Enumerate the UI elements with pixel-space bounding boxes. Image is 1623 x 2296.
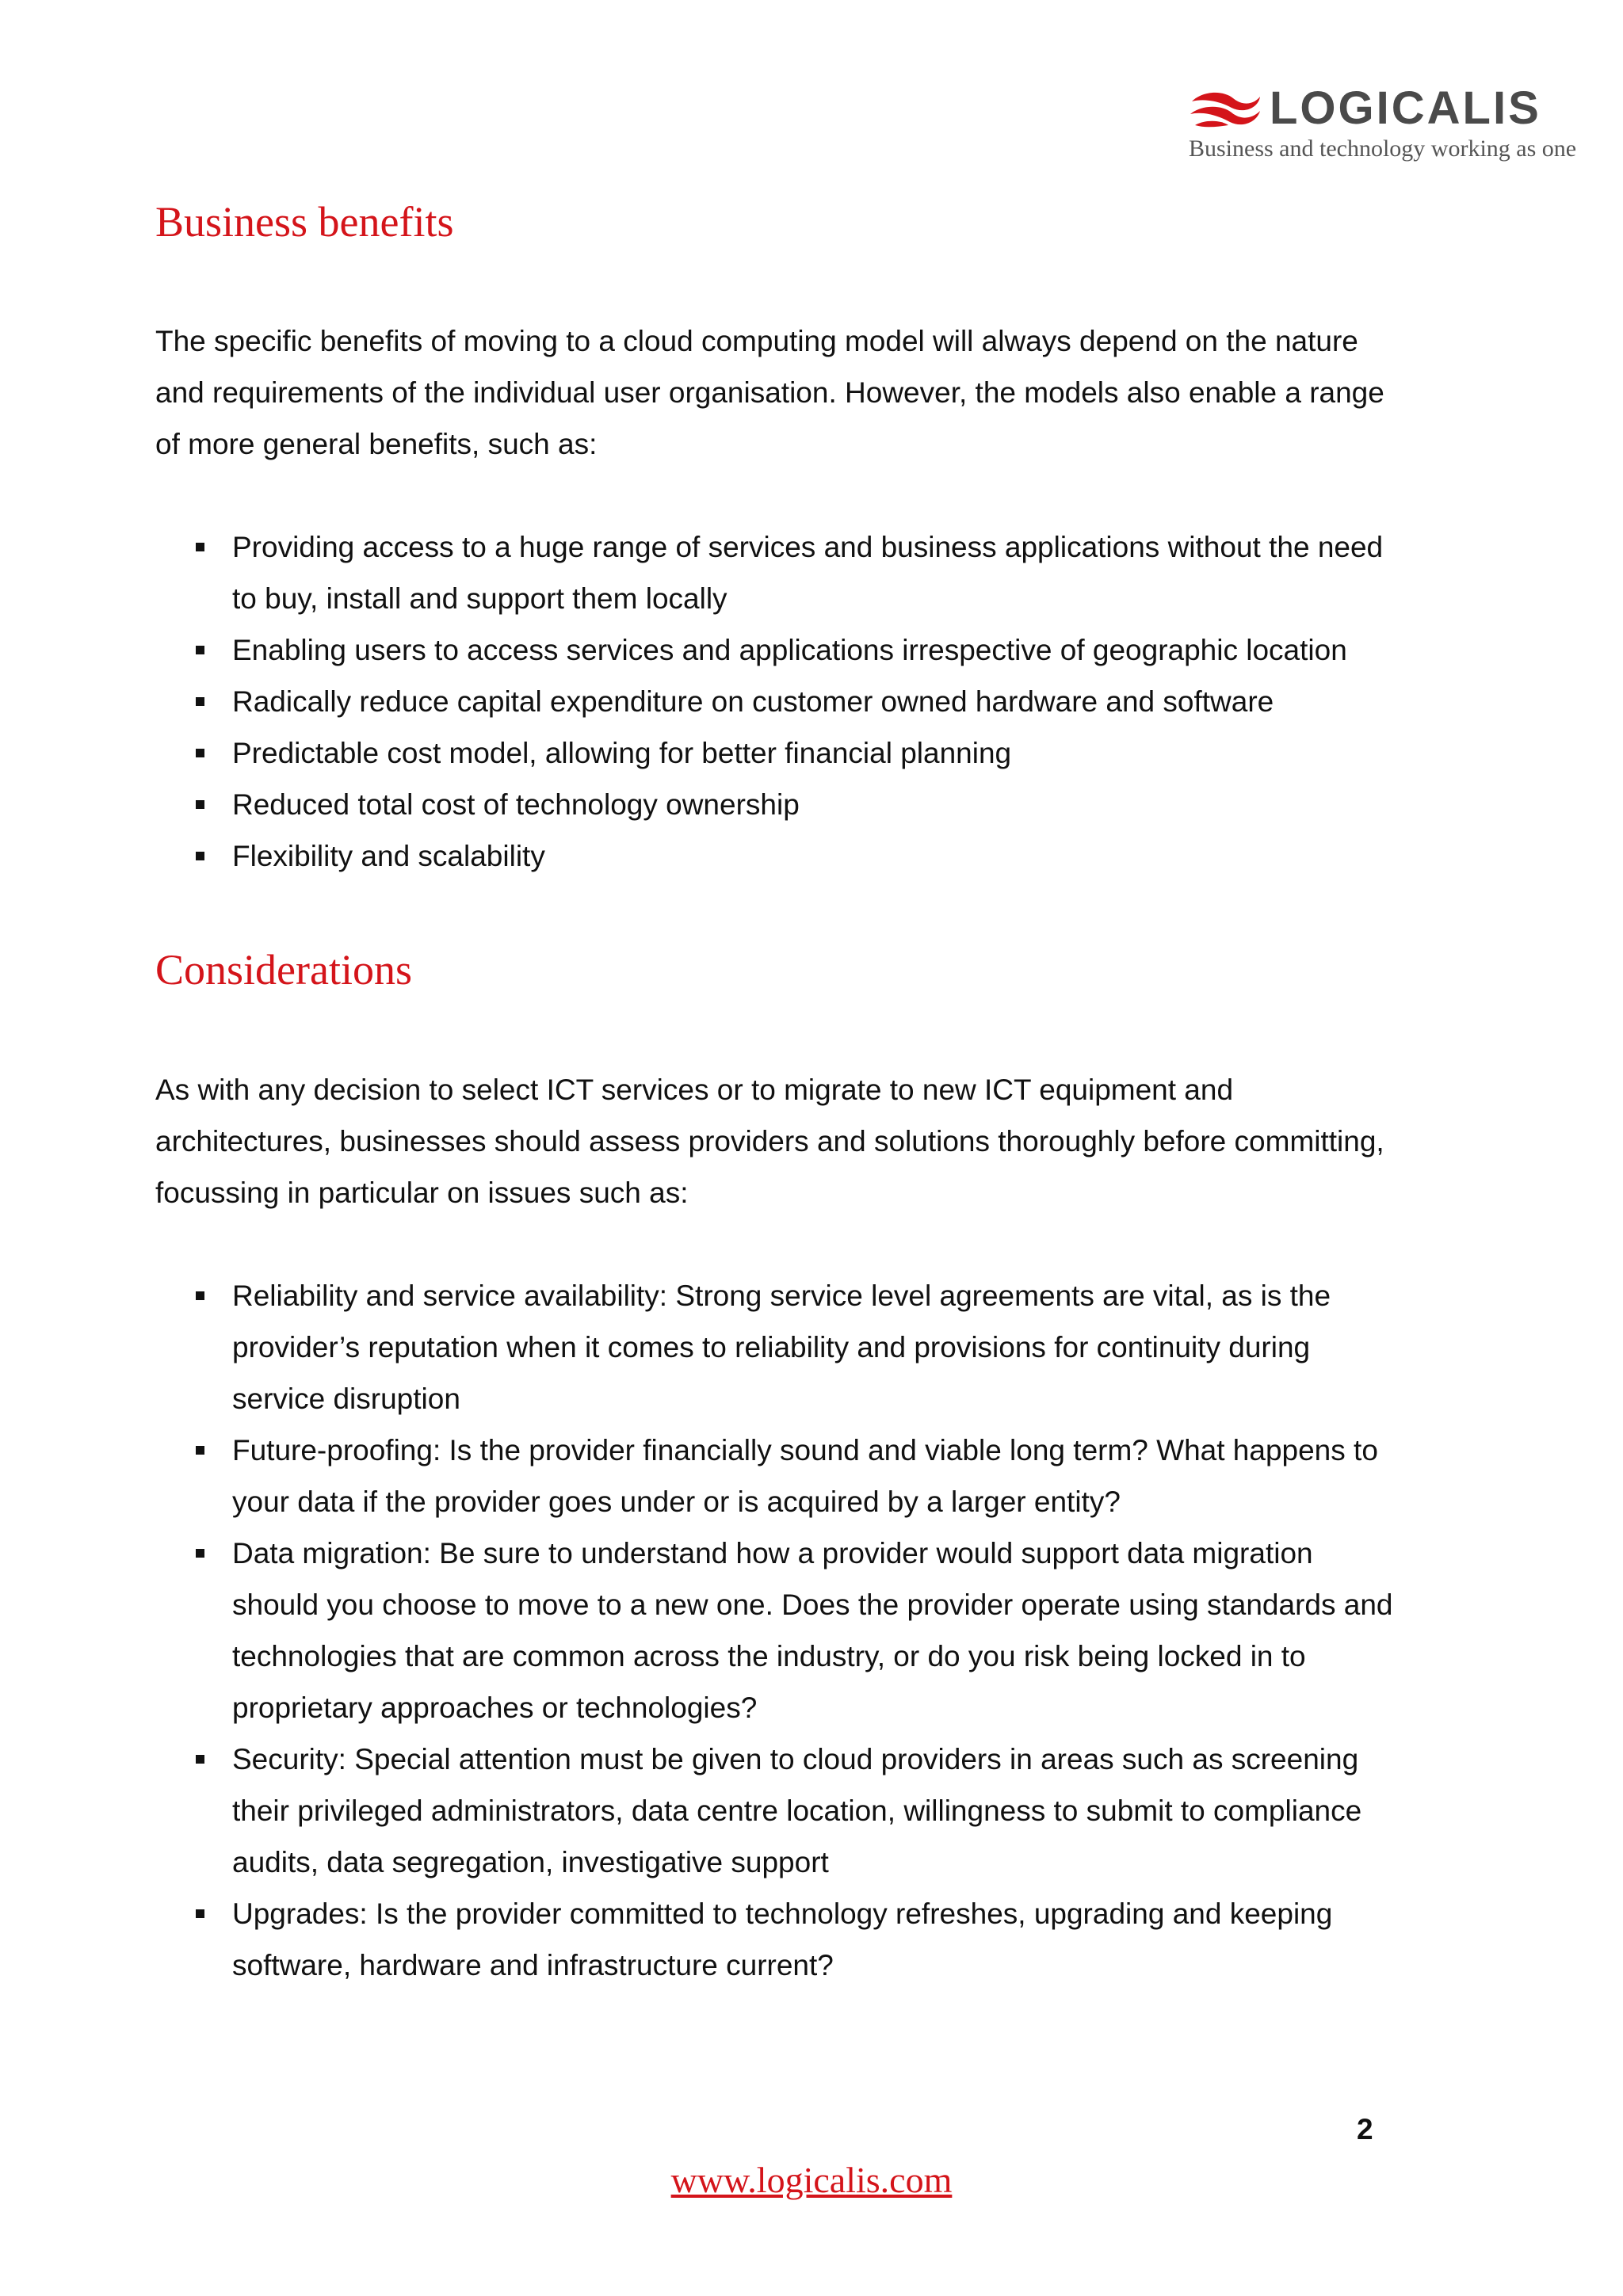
list-item: Predictable cost model, allowing for better financial planning [155, 727, 1400, 779]
list-item: Flexibility and scalability [155, 830, 1400, 882]
list-item: Data migration: Be sure to understand how a provider would support data migration should you choose to move to a new one. Does the provider operate using standards and technologies that are common across the industry, or do you risk being locked in to proprietary approaches or technologies? [155, 1527, 1400, 1733]
logicalis-swirl-icon [1187, 87, 1263, 132]
square-bullet-icon [196, 543, 204, 551]
square-bullet-icon [196, 749, 204, 757]
square-bullet-icon [196, 646, 204, 654]
section-heading-business-benefits: Business benefits [155, 198, 454, 246]
business-benefits-intro: The specific benefits of moving to a cloud computing model will always depend on the nature and requirements of the individual user organisation. However, the models also enable a range of more general benefits, such as: [155, 325, 1384, 460]
list-item: Enabling users to access services and applications irrespective of geographic location [155, 624, 1400, 676]
logo-tagline: Business and technology working as one [1189, 135, 1577, 162]
square-bullet-icon [196, 800, 204, 809]
page-number: 2 [1357, 2113, 1373, 2145]
list-item: Providing access to a huge range of services and business applications without the need to buy, install and support them locally [155, 521, 1400, 624]
list-item: Reliability and service availability: Strong service level agreements are vital, as is the provider’s reputation when it comes to reliability and provisions for continuity during service disruption [155, 1270, 1400, 1425]
square-bullet-icon [196, 1291, 204, 1300]
considerations-list [155, 1270, 1400, 1991]
list-item: Future-proofing: Is the provider financially sound and viable long term? What happens to your data if the provider goes under or is acquired by a larger entity? [155, 1425, 1400, 1527]
list-item: Reduced total cost of technology ownership [155, 779, 1400, 830]
footer-website-link[interactable]: www.logicalis.com [670, 2160, 953, 2200]
square-bullet-icon [196, 697, 204, 706]
considerations-intro: As with any decision to select ICT services or to migrate to new ICT equipment and architectures, businesses should assess providers and solutions thoroughly before committing, focussing in particular on issues such as: [155, 1074, 1384, 1209]
list-item: Radically reduce capital expenditure on customer owned hardware and software [155, 676, 1400, 727]
business-benefits-list [155, 521, 1400, 882]
square-bullet-icon [196, 1549, 204, 1558]
section-heading-considerations: Considerations [155, 946, 412, 994]
company-logo [1187, 82, 1583, 170]
square-bullet-icon [196, 852, 204, 860]
square-bullet-icon [196, 1446, 204, 1455]
list-item: Upgrades: Is the provider committed to technology refreshes, upgrading and keeping software, hardware and infrastructure current? [155, 1888, 1400, 1991]
list-item: Security: Special attention must be given to cloud providers in areas such as screening their privileged administrators, data centre location, willingness to submit to compliance audits, data segregation, investigative support [155, 1733, 1400, 1888]
square-bullet-icon [196, 1755, 204, 1764]
square-bullet-icon [196, 1909, 204, 1918]
logo-wordmark: LOGICALIS [1270, 82, 1541, 134]
